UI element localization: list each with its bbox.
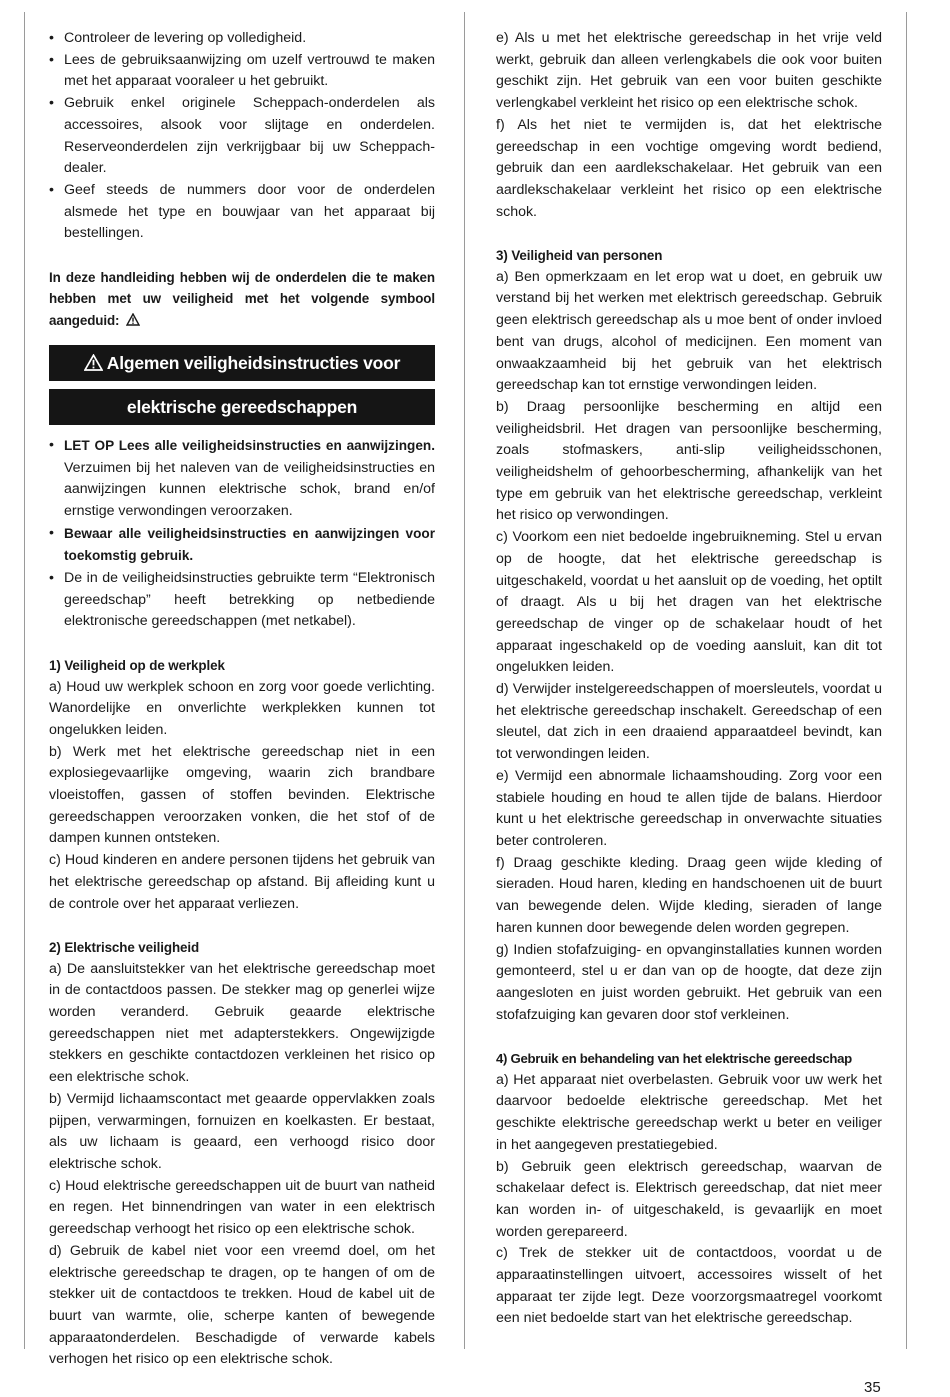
intro-bullet-list — [49, 28, 435, 245]
section-heading: 2) Elektrische veiligheid — [49, 939, 200, 955]
paragraph: c) Houd elektrische gereedschappen uit de buurt van natheid en regen. Het binnendringen van water in een elektrisch gereedschap verhoogt het risico op een elektrische schok. — [49, 1177, 435, 1238]
banner-line-2: elektrische gereedschappen — [126, 396, 358, 417]
paragraph: f) Draag geschikte kleding. Draag geen wijde kleding of sieraden. Houd haren, kleding en handschoenen uit de buurt van bewegende delen. Wijde kleding, sieraden of lange haren kunnen door bewegende delen worden gegrepen. — [496, 854, 882, 936]
paragraph: f) Als het niet te vermijden is, dat het elektrische gereedschap in een vochtige omgeving wordt bediend, gebruik dan een aardlekschakelaar. Het gebruik van een aardlekschakelaar verkleint het risico op een elektrische schok. — [496, 116, 882, 220]
list-item: • Gebruik enkel originele Scheppach-onderdelen als accessoires, alsook voor slijtage en onderdelen. Reserveonderdelen zijn verkrijgbaar bij uw Scheppach-dealer. — [49, 93, 435, 180]
section-heading: 4) Gebruik en behandeling van het elektrische gereedschap — [496, 1051, 852, 1067]
warning-triangle-icon — [126, 311, 140, 333]
section-heading: 1) Veiligheid op de werkplek — [49, 657, 225, 673]
section-banner-subtitle — [49, 389, 435, 425]
paragraph: a) Het apparaat niet overbelasten. Gebruik voor uw werk het daarvoor bedoelde elektrische gereedschap. Met het geschikte elektrische gereedschap werkt u beter en veiliger in het aangegeven prestatiegebied. — [496, 1071, 882, 1153]
paragraph: a) Houd uw werkplek schoon en zorg voor goede verlichting. Wanordelijke en onverlichte werkplekken kunnen tot ongelukken leiden. — [49, 678, 435, 738]
right-margin-rule — [906, 12, 907, 1349]
symbol-note — [49, 267, 435, 333]
list-item: • Lees de gebruiksaanwijzing om uzelf vertrouwd te maken met het apparaat vooraleer u het gebruikt. — [49, 50, 435, 93]
section-heading: 3) Veiligheid van personen — [496, 248, 663, 264]
paragraph: g) Indien stofafzuiging- en opvanginstallaties kunnen worden gemonteerd, stel u er dan van op de hoogte, dat deze zijn aangesloten en juist worden gebruikt. Het gebruik van een stofafzuiging kan gevaren door stof verkleinen. — [496, 941, 882, 1023]
paragraph: a) Ben opmerkzaam en let erop wat u doet, en gebruik uw verstand bij het werken met elektrisch gereedschap. Gebruik geen elektrisch gereedschap als u moe bent of onder invloed bent van drugs, alcohol of medicijnen. Een moment van onwaakzaamheid bij het gebruik van het elektrisch gereedschap kan tot ernstige verwondingen leiden. — [496, 268, 882, 394]
list-item: • Controleer de levering op volledigheid. — [49, 28, 435, 50]
paragraph: b) Gebruik geen elektrisch gereedschap, waarvan de schakelaar defect is. Elektrisch gereedschap, dat niet meer kan worden in- of uitgeschakeld, is gevaarlijk en moet worden gerepareerd. — [496, 1158, 882, 1240]
paragraph: b) Vermijd lichaamscontact met geaarde oppervlakken zoals pijpen, verwarmingen, fornuizen en koelkasten. Er bestaat, als uw lichaam is geaard, een verhoogd risico door elektrische schok. — [49, 1090, 435, 1172]
warning-triangle-icon — [84, 347, 103, 383]
bullet-text: Verzuimen bij het naleven van de veiligheidsinstructies en aanwijzingen kunnen elektrische schok, brand en/of ernstige verwondingen veroorzaken. — [64, 459, 435, 519]
paragraph: c) Voorkom een niet bedoelde ingebruikneming. Stel u ervan op de hoogte, dat het elektrische gereedschap is uitgeschakeld, voordat u het aansluit op de voeding, het optilt of draagt. Als u bij het dragen van het elektrische gereedschap de vinger op de schakelaar houdt of het apparaat ingeschakeld op de voeding aansluit, kan dit tot ongelukken leiden. — [496, 529, 882, 676]
paragraph: c) Trek de stekker uit de contactdoos, voordat u de apparaatinstellingen uitvoert, accessoires wisselt of het apparaat ter zijde legt. Deze voorzorgsmaatregel voorkomt een niet bedoelde start van het elektrische gereedschap. — [496, 1245, 882, 1327]
paragraph: e) Vermijd een abnormale lichaamshouding. Zorg voor een stabiele houding en houd te allen tijde de balans. Hierdoor kunt u het elektrische gereedschap in onverwachte situaties beter controleren. — [496, 767, 882, 849]
page-number: 35 — [864, 1379, 881, 1396]
list-item: • Geef steeds de nummers door voor de onderdelen alsmede het type en bouwjaar van het apparaat bij bestellingen. — [49, 180, 435, 245]
list-item — [49, 523, 435, 568]
paragraph: d) Gebruik de kabel niet voor een vreemd doel, om het elektrische gereedschap te dragen, op te hangen of om de stekker uit de contactdoos te trekken. Houd de kabel uit de buurt van warmte, olie, scherpe kanten of bewegende apparaatonderdelen. Beschadigde of verwarde kabels verhogen het risico op een elektrische schok. — [49, 1242, 435, 1368]
bullet-bold-text: LET OP Lees alle veiligheidsinstructies en aanwijzingen. — [64, 437, 435, 453]
left-margin-rule — [24, 12, 25, 1349]
column-divider — [464, 12, 465, 1349]
paragraph: e) Als u met het elektrische gereedschap in het vrije veld werkt, gebruik dan alleen verlengkabels die ook voor buiten geschikt zijn. Het gebruik van een voor buiten geschikte verlengkabel verkleint het risico op een elektrische schok. — [496, 30, 882, 112]
bullet-text: De in de veiligheidsinstructies gebruikte term “Elektronisch gereedschap” heeft betrekking op netbediende elektronische gereedschappen (met netkabel). — [64, 570, 435, 630]
right-column — [496, 28, 882, 1330]
paragraph: a) De aansluitstekker van het elektrische gereedschap moet in de contactdoos passen. De stekker mag op generlei wijze worden veranderd. Gebruik geaarde elektrische gereedschappen niet met adapterstekkers. Ongewijzigde stekkers en geschikte contactdozen verkleinen het risico op een elektrische schok. — [49, 960, 435, 1086]
safety-bullet-list — [49, 435, 435, 633]
paragraph: c) Houd kinderen en andere personen tijdens het gebruik van het elektrische gereedschap op afstand. Bij afleiding kunt u de controle over het apparaat verliezen. — [49, 852, 435, 912]
list-item — [49, 435, 435, 523]
symbol-note-text: In deze handleiding hebben wij de onderdelen die te maken hebben met uw veiligheid met het volgende symbool aangeduid: — [49, 269, 435, 329]
list-item — [49, 568, 435, 633]
section-banner-title — [49, 345, 435, 381]
banner-line-1: Algemen veiligheidsinstructies voor — [106, 352, 401, 373]
bullet-bold-text: Bewaar alle veiligheidsinstructies en aanwijzingen voor toekomstig gebruik. — [64, 525, 435, 564]
paragraph: d) Verwijder instelgereedschappen of moersleutels, voordat u het elektrische gereedschap inschakelt. Gereedschap of een sleutel, dat zich in een draaiend apparaatdeel bevindt, kan tot verwondingen leiden. — [496, 681, 882, 763]
paragraph: b) Werk met het elektrische gereedschap niet in een explosiegevaarlijke omgeving, waarin zich brandbare vloeistoffen, gassen of stoffen bevinden. Elektrische gereedschappen veroorzaken vonken, die het stof of de dampen kunnen ontsteken. — [49, 743, 435, 847]
paragraph: b) Draag persoonlijke bescherming en altijd een veiligheidsbril. Het dragen van persoonlijke bescherming, zoals stofmaskers, anti-slip veiligheidsschonen, veiligheidshelm of gehoorbescherming, afhankelijk van het type em gebruik van het elektrische gereedschap, verkleint het risico op verwondingen. — [496, 398, 882, 524]
left-column — [49, 28, 435, 1371]
